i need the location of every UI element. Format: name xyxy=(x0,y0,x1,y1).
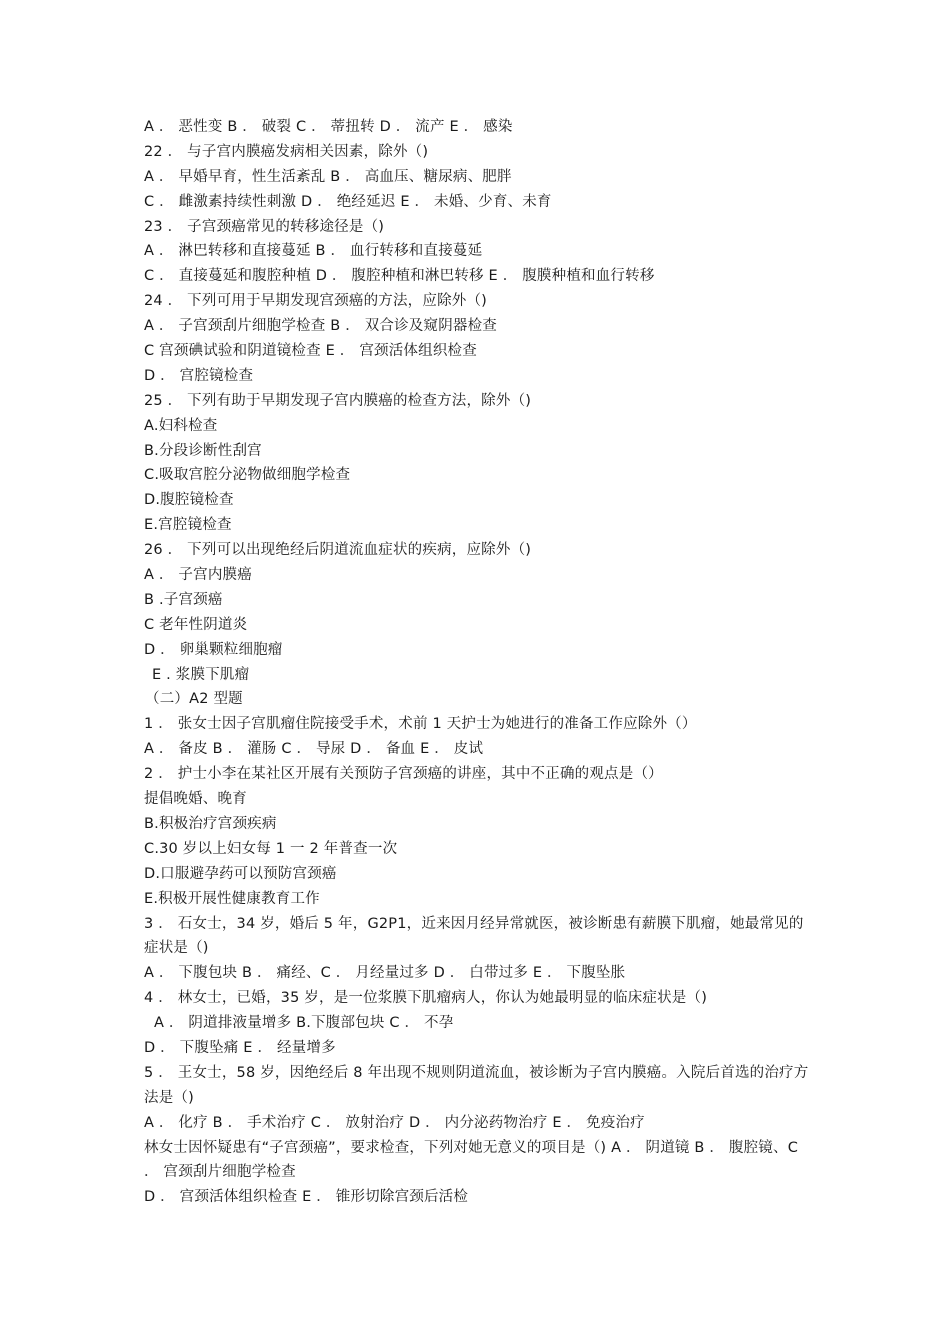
answer-option-25d: D.腹腔镜检查 xyxy=(144,492,234,509)
question-a2-2: 2 ． 护士小李在某社区开展有关预防子宫颈癌的讲座，其中不正确的观点是（） xyxy=(144,766,663,783)
section-heading-a2: （二）A2 型题 xyxy=(145,691,243,708)
answer-options-a2-5: A ． 化疗 B ． 手术治疗 C ． 放射治疗 D ． 内分泌药物治疗 E ． 免疫治疗 xyxy=(144,1114,645,1131)
answer-options-23b: C ． 直接蔓延和腹腔种植 D ． 腹腔种植和淋巴转移 E ． 腹膜种植和血行转移 xyxy=(144,268,655,285)
answer-options-a2-3: A ． 下腹包块 B ． 痛经、C ． 月经量过多 D ． 白带过多 E ． 下腹坠胀 xyxy=(144,965,626,982)
document-page xyxy=(144,115,814,1210)
answer-option-a2-2d: D.口服避孕药可以预防宫颈癌 xyxy=(144,865,337,882)
question-25: 25 ． 下列有助于早期发现子宫内膜癌的检查方法，除外（) xyxy=(144,392,532,409)
answer-options-24b: C 宫颈碘试验和阴道镜检查 E ． 宫颈活体组织检查 xyxy=(144,343,477,360)
question-a2-4: 4 ． 林女士，已婚，35 岁，是一位浆膜下肌瘤病人，你认为她最明显的临床症状是（) xyxy=(144,990,708,1007)
question-22: 22 ． 与子宫内膜癌发病相关因素，除外（) xyxy=(144,143,429,160)
answer-options-22b: C ． 雌激素持续性刺激 D ． 绝经延迟 E ． 未婚、少育、未育 xyxy=(144,193,552,210)
answer-option-26e: E . 浆膜下肌瘤 xyxy=(152,666,250,683)
answer-option-a2-2e: E.积极开展性健康教育工作 xyxy=(144,890,320,907)
answer-options-23a: A ． 淋巴转移和直接蔓延 B ． 血行转移和直接蔓延 xyxy=(144,243,483,260)
answer-options-24a: A ． 子宫颈刮片细胞学检查 B ． 双合诊及窥阴器检查 xyxy=(144,318,498,335)
answer-option-a2-2a: 提倡晚婚、晚育 xyxy=(144,791,247,808)
answer-option-25c: C.吸取宫腔分泌物做细胞学检查 xyxy=(144,467,351,484)
answer-options-a2-1: A ． 备皮 B ． 灌肠 C ． 导尿 D ． 备血 E ． 皮试 xyxy=(144,741,484,758)
answer-option-25b: B.分段诊断性刮宫 xyxy=(144,442,262,459)
answer-option-26c: C 老年性阴道炎 xyxy=(144,616,248,633)
answer-option-a2-2c: C.30 岁以上妇女每 1 一 2 年普查一次 xyxy=(144,840,398,857)
answer-option-25e: E.宫腔镜检查 xyxy=(144,517,232,534)
answer-option-26b: B .子宫颈癌 xyxy=(144,591,223,608)
answer-options-22a: A ． 早婚早育，性生活紊乱 B ． 高血压、糖尿病、肥胖 xyxy=(144,168,512,185)
answer-option-25a: A.妇科检查 xyxy=(144,417,218,434)
question-24: 24 ． 下列可用于早期发现宫颈癌的方法，应除外（) xyxy=(144,293,488,310)
question-a2-6: 林女士因怀疑患有“子宫颈癌”，要求检查，下列对她无意义的项目是（) A ． 阴道镜 B ． 腹腔镜、C ． 宫颈刮片细胞学检查 xyxy=(144,1139,799,1181)
answer-options-24c: D ． 宫腔镜检查 xyxy=(144,367,254,384)
question-a2-5: 5 ． 王女士，58 岁，因绝经后 8 年出现不规则阴道流血，被诊断为子宫内膜癌。入院后首选的治疗方法是（) xyxy=(144,1064,809,1106)
question-23: 23 ． 子宫颈癌常见的转移途径是（) xyxy=(144,218,385,235)
question-a2-1: 1 ． 张女士因子宫肌瘤住院接受手术，术前 1 天护士为她进行的准备工作应除外（） xyxy=(144,716,697,733)
answer-option-26a: A ． 子宫内膜癌 xyxy=(144,567,252,584)
answer-options-a2-4b: D ． 下腹坠痛 E ． 经量增多 xyxy=(144,1039,336,1056)
answer-option-26d: D ． 卵巢颗粒细胞瘤 xyxy=(144,641,283,658)
question-26: 26 ． 下列可以出现绝经后阴道流血症状的疾病，应除外（) xyxy=(144,542,532,559)
question-a2-3: 3 ． 石女士，34 岁，婚后 5 年，G2P1，近来因月经异常就医，被诊断患有薪膜下肌瘤，她最常见的症状是（) xyxy=(144,915,804,957)
answer-options-a2-6: D ． 宫颈活体组织检查 E ． 锥形切除宫颈后活检 xyxy=(144,1189,469,1206)
answer-options-21: A ． 恶性变 B ． 破裂 C ． 蒂扭转 D ． 流产 E ． 感染 xyxy=(144,119,513,135)
answer-options-a2-4a: A ． 阴道排液量增多 B.下腹部包块 C ． 不孕 xyxy=(154,1015,454,1032)
answer-option-a2-2b: B.积极治疗宫颈疾病 xyxy=(144,815,277,832)
